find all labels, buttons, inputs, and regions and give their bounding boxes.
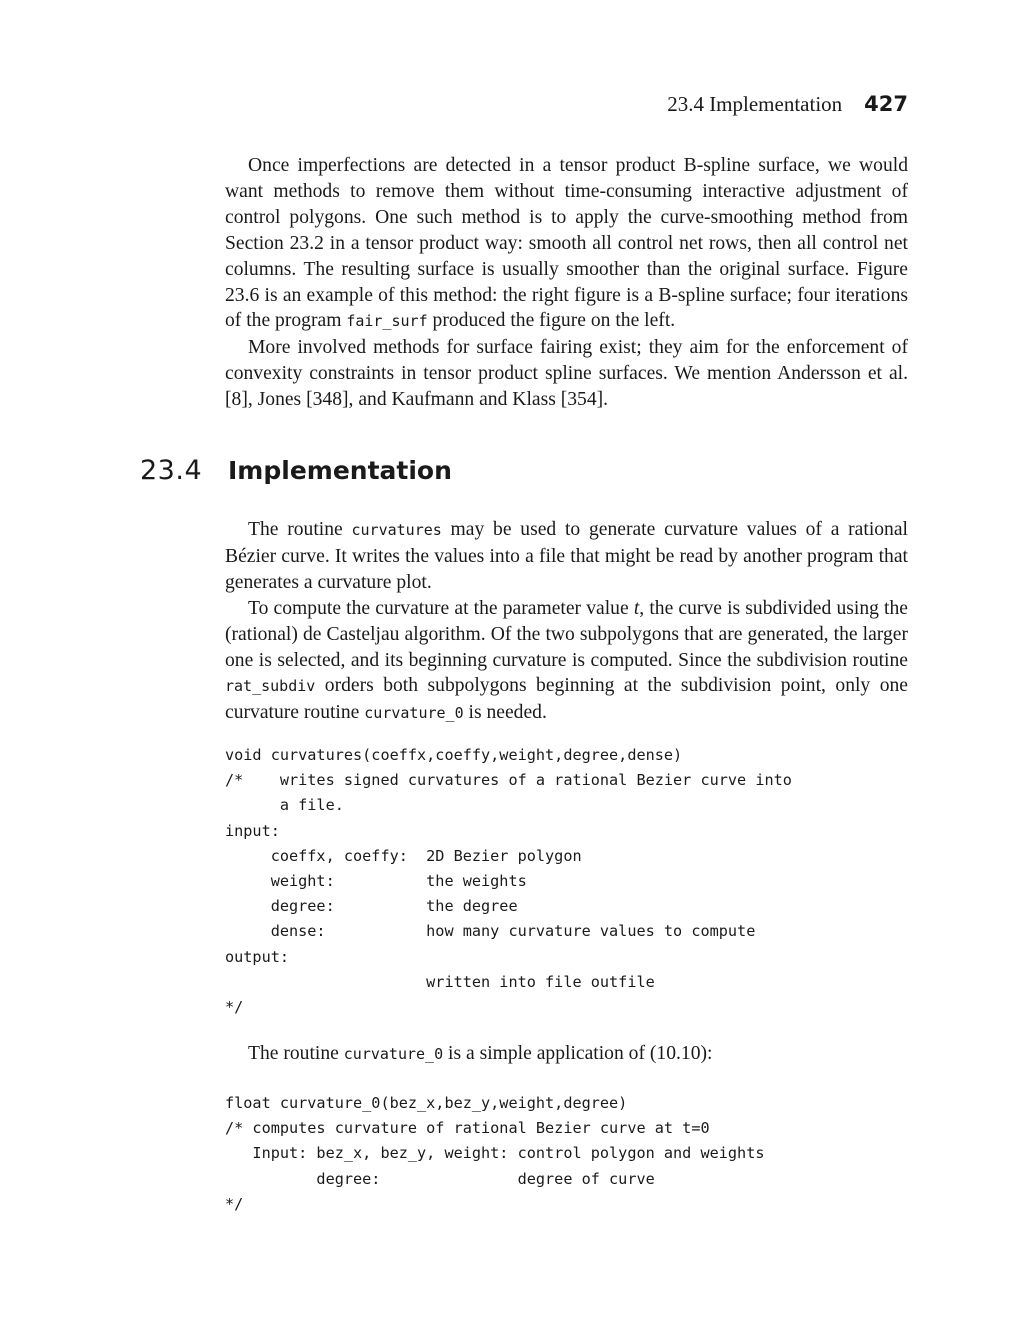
code-block-curvature-0 — [225, 1091, 908, 1217]
inline-code-curvatures: curvatures — [351, 521, 442, 539]
paragraph-curvature-0-routine — [225, 1041, 908, 1068]
code-line: float curvature_0(bez_x,bez_y,weight,degree) — [225, 1094, 628, 1112]
code-line: Input: bez_x, bez_y, weight: control polygon and weights — [225, 1144, 765, 1163]
paragraph-text: The routine — [248, 1043, 344, 1064]
code-line: a file. — [225, 796, 344, 815]
code-line: */ — [225, 997, 244, 1016]
running-head — [600, 92, 908, 120]
code-line: */ — [225, 1194, 244, 1213]
paragraph-text: produced the figure on the left. — [427, 310, 676, 332]
inline-code-curvature-0: curvature_0 — [364, 704, 464, 723]
inline-code-fair-surf: fair_surf — [346, 312, 428, 331]
paragraph-surface-fairing-references: More involved methods for surface fairing exist; they aim for the enforcement of convexity constraints in tensor product spline surfaces. We mention Andersson et al. [8], Jones [348], and Kaufmann and Klass [354]. — [225, 337, 908, 411]
paragraph-text: may be used to generate curvature values of a rational Bézier curve. It writes the values into a file that might be read by another program that generates a curvature plot. — [225, 519, 908, 593]
inline-code-rat-subdiv: rat_subdiv — [225, 677, 316, 696]
running-head-title: 23.4 Implementation — [667, 92, 843, 116]
paragraph-curvature-computation — [225, 596, 908, 728]
inline-code-curvature-0: curvature_0 — [343, 1045, 444, 1063]
intro-text — [225, 153, 908, 413]
section-title: Implementation — [228, 456, 452, 485]
paragraph-text: orders both subpolygons beginning at the subdivision point, only one curvature routine — [225, 675, 908, 724]
code-line: dense: how many curvature values to compute — [225, 922, 756, 941]
code-line: weight: the weights — [225, 871, 527, 890]
code-line: /* writes signed curvatures of a rational Bezier curve into — [225, 771, 792, 790]
paragraph-curvatures-routine — [225, 517, 908, 596]
code-line: /* computes curvature of rational Bezier curve at t=0 — [225, 1119, 710, 1138]
code-line: degree: degree of curve — [225, 1169, 655, 1188]
page-number: 427 — [864, 92, 908, 116]
section-heading — [140, 455, 452, 495]
code-line: degree: the degree — [225, 897, 518, 916]
parameter-variable: t — [633, 597, 640, 619]
section-number: 23.4 — [140, 455, 203, 486]
implementation-text — [225, 517, 908, 727]
paragraph-text: is needed. — [463, 702, 547, 724]
code-line: coeffx, coeffy: 2D Bezier polygon — [225, 846, 582, 865]
paragraph-fairing-methods — [225, 153, 908, 335]
paragraph-text: is a simple application of (10.10): — [443, 1043, 713, 1064]
code-block-curvatures — [225, 743, 908, 1020]
paragraph-text: To compute the curvature at the parameter value — [248, 597, 634, 619]
paragraph-text: , the curve is subdivided using the (rational) de Casteljau algorithm. Of the two subpolygons that are generated, the larger one is selected, and its beginning curvature is computed. Since the subdivision routine — [225, 597, 908, 671]
curvature-0-text — [225, 1041, 908, 1068]
code-line: input: — [225, 821, 280, 840]
paragraph-text: The routine — [248, 519, 352, 540]
paragraph-text: Once imperfections are detected in a tensor product B-spline surface, we would want methods to remove them without time-consuming interactive adjustment of control polygons. One such method is to apply the curve-smoothing method from Section 23.2 in a tensor product way: smooth all control net rows, then all control net columns. The resulting surface is usually smoother than the original surface. Figure 23.6 is an example of this method: the right figure is a B-spline surface; four iterations of the program — [225, 155, 908, 332]
code-line: void curvatures(coeffx,coeffy,weight,degree,dense) — [225, 746, 683, 764]
code-line: written into file outfile — [225, 972, 655, 991]
code-line: output: — [225, 947, 290, 966]
